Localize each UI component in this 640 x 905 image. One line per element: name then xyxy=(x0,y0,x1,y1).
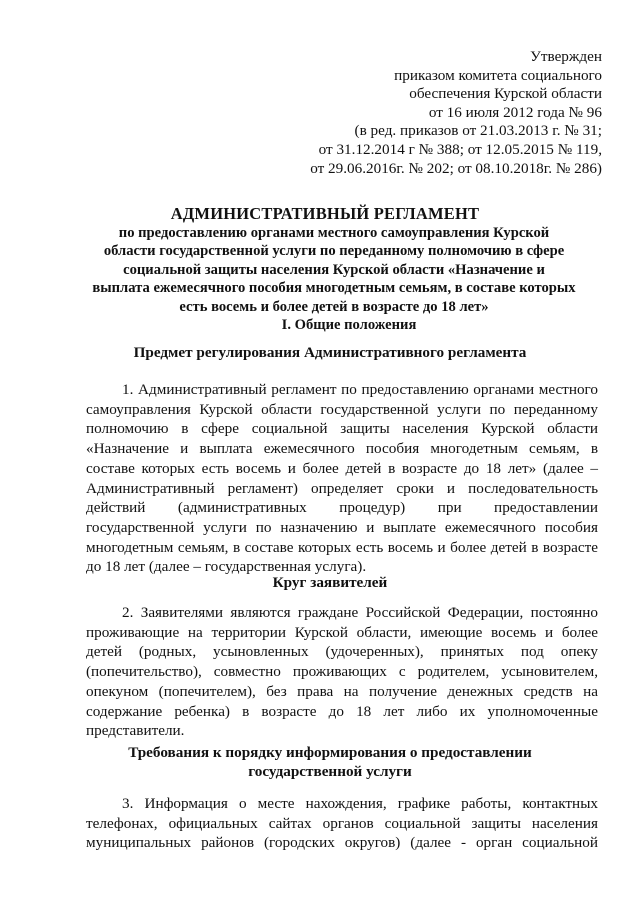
paragraph-line: представители. xyxy=(86,722,185,740)
approval-line: от 29.06.2016г. № 202; от 08.10.2018г. № 286) xyxy=(310,159,602,177)
paragraph-line: (попечительство), совместно проживающих с родителем, усыновителем, xyxy=(86,663,598,681)
paragraph-line: действий (административных процедур) при предоставлении xyxy=(86,499,598,517)
approval-line: приказом комитета социального xyxy=(394,66,602,84)
chapter-heading: I. Общие положения xyxy=(281,317,417,334)
paragraph-line: 1. Административный регламент по предоставлению органами местного xyxy=(122,381,598,398)
document-subtitle xyxy=(84,224,584,334)
paragraph-line: 2. Заявителями являются граждане Российской Федерации, постоянно xyxy=(122,604,598,621)
subtitle-line: по предоставлению органами местного самоуправления Курской xyxy=(118,225,550,241)
paragraph-line: полномочию в сфере социальной защиты населения Курской области xyxy=(86,420,598,438)
paragraph-line: содержание ребенка) в возрасте до 18 лет либо их уполномоченные xyxy=(86,702,598,720)
paragraph-1 xyxy=(86,380,598,577)
paragraph-3 xyxy=(86,794,598,853)
subtitle-line: социальной защиты населения Курской области «Назначение и xyxy=(123,261,545,278)
paragraph-line: государственной услуги по назначению и выплате ежемесячного пособия xyxy=(86,518,598,536)
paragraph-line: составе которых есть восемь и более детей в возрасте до 18 лет» (далее – xyxy=(86,459,598,477)
approval-line: обеспечения Курской области xyxy=(409,85,602,103)
approval-block xyxy=(282,48,602,178)
paragraph-line: телефонах, официальных сайтах органов социальной защиты населения xyxy=(86,814,598,832)
paragraph-line: детей (родных, усыновленных (удочеренных), принятых под опеку xyxy=(86,643,598,661)
paragraph-line: муниципальных районов (городских округов) (далее - орган социальной xyxy=(86,834,598,852)
approval-line: Утвержден xyxy=(530,48,602,65)
section-heading-subject: Предмет регулирования Административного регламента xyxy=(133,344,527,361)
document-title: АДМИНИСТРАТИВНЫЙ РЕГЛАМЕНТ xyxy=(170,204,480,223)
section-heading-applicants: Круг заявителей xyxy=(272,574,388,591)
paragraph-line: многодетным семьям, в составе которых есть восемь и более детей в возрасте xyxy=(86,538,598,556)
subtitle-line: выплата ежемесячного пособия многодетным семьям, в составе которых xyxy=(92,280,576,297)
subtitle-line: есть восемь и более детей в возрасте до 18 лет» xyxy=(179,298,489,315)
approval-line: от 16 июля 2012 года № 96 xyxy=(428,103,602,121)
paragraph-line: проживающие на территории Курской области, имеющие восемь и более xyxy=(86,623,598,641)
approval-line: (в ред. приказов от 21.03.2013 г. № 31; xyxy=(354,122,602,140)
approval-line: от 31.12.2014 г № 388; от 12.05.2015 № 119, xyxy=(318,140,602,158)
paragraph-line: Административный регламент) определяет сроки и последовательность xyxy=(86,479,598,497)
subtitle-line: области государственной услуги по переданному полномочию в сфере xyxy=(103,243,565,260)
section-heading-line: государственной услуги xyxy=(248,762,412,780)
section-heading-information xyxy=(60,744,600,781)
section-heading-line: Требования к порядку информирования о предоставлении xyxy=(128,744,532,761)
paragraph-line: опекуном (попечителем), без права на получение денежных средств на xyxy=(86,682,598,700)
paragraph-line: «Назначение и выплата ежемесячного пособия многодетным семьям, в xyxy=(86,440,598,458)
paragraph-line: самоуправления Курской области государственной услуги по переданному xyxy=(86,400,598,418)
paragraph-line: до 18 лет (далее – государственная услуга). xyxy=(86,558,367,576)
paragraph-2 xyxy=(86,603,598,741)
paragraph-line: 3. Информация о месте нахождения, графике работы, контактных xyxy=(122,795,598,812)
